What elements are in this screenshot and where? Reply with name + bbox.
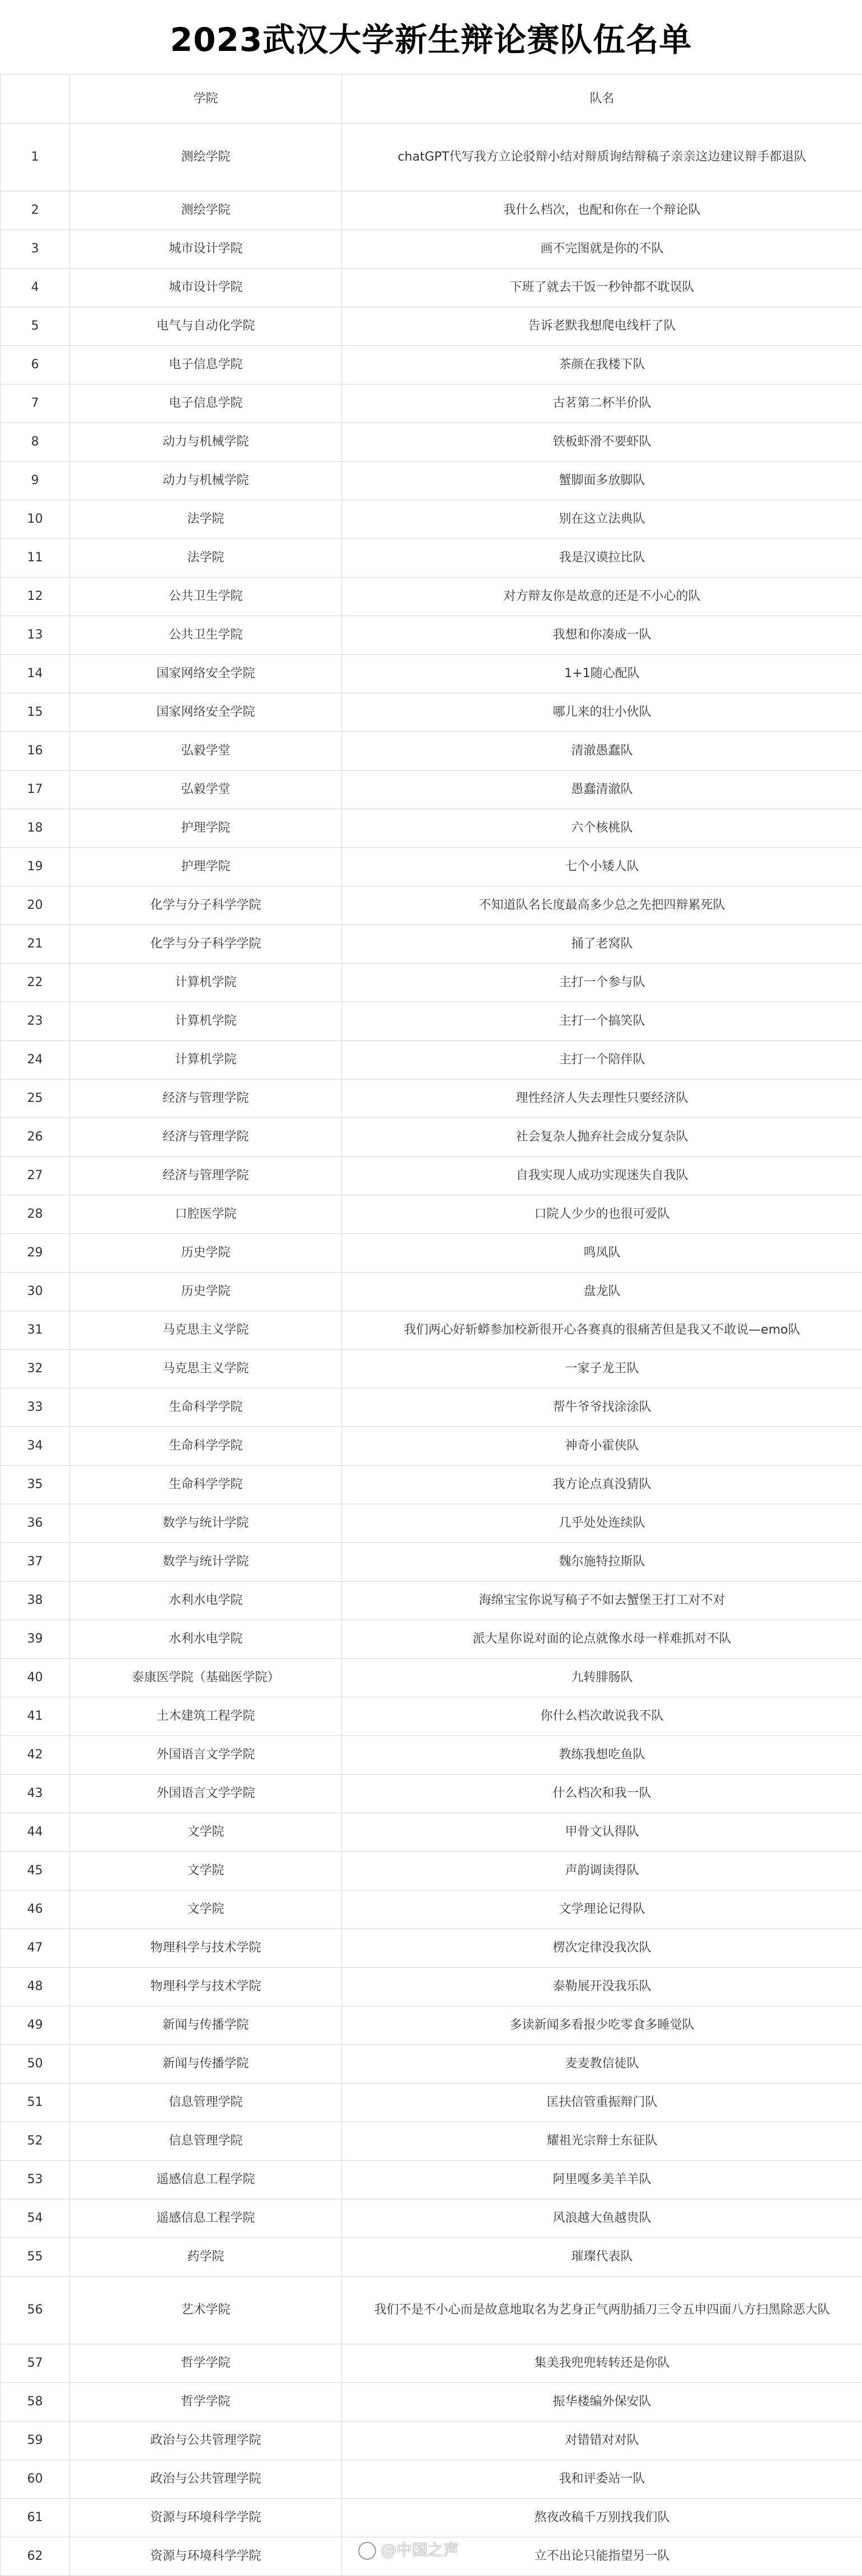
table-row: [1, 1582, 862, 1620]
table-row: [1, 2161, 862, 2199]
table-row: [1, 2344, 862, 2383]
team-name-cell: 别在这立法典队: [342, 500, 862, 539]
row-number-cell: 50: [1, 2045, 70, 2084]
team-name-cell: 理性经济人失去理性只要经济队: [342, 1080, 862, 1118]
team-name-cell: 哪儿来的壮小伙队: [342, 693, 862, 732]
row-number-cell: 35: [1, 1466, 70, 1504]
table-row: [1, 2460, 862, 2499]
college-cell: 外国语言文学学院: [70, 1775, 342, 1813]
watermark-text: @中国之声: [381, 2541, 459, 2559]
row-number-cell: 8: [1, 423, 70, 462]
team-name-cell: 主打一个搞笑队: [342, 1002, 862, 1041]
team-name-cell: 主打一个陪伴队: [342, 1041, 862, 1080]
table-row: [1, 1273, 862, 1311]
table-body: [1, 124, 862, 2576]
team-name-cell: 璀璨代表队: [342, 2238, 862, 2277]
team-name-cell: 海绵宝宝你说写稿子不如去蟹堡王打工对不对: [342, 1582, 862, 1620]
table-row: [1, 346, 862, 384]
row-number-cell: 28: [1, 1195, 70, 1234]
weibo-logo-icon: [358, 2542, 376, 2560]
college-cell: 药学院: [70, 2238, 342, 2277]
college-cell: 国家网络安全学院: [70, 655, 342, 693]
team-column-header: 队名: [342, 74, 862, 124]
row-number-cell: 47: [1, 1929, 70, 1968]
team-name-cell: 鸣凤队: [342, 1234, 862, 1273]
table-row: [1, 307, 862, 346]
row-number-cell: 46: [1, 1890, 70, 1929]
college-cell: 土木建筑工程学院: [70, 1697, 342, 1736]
college-cell: 资源与环境科学学院: [70, 2499, 342, 2537]
table-row: [1, 1736, 862, 1775]
team-name-cell: 熬夜改稿千万别找我们队: [342, 2499, 862, 2537]
table-row: [1, 500, 862, 539]
row-number-cell: 34: [1, 1427, 70, 1466]
team-name-cell: 愚蠢清澈队: [342, 771, 862, 809]
row-number-cell: 54: [1, 2199, 70, 2238]
table-row: [1, 1427, 862, 1466]
team-name-cell: 立不出论只能指望另一队: [342, 2537, 862, 2576]
row-number-cell: 26: [1, 1118, 70, 1157]
row-number-cell: 16: [1, 732, 70, 771]
college-cell: 生命科学学院: [70, 1388, 342, 1427]
table-row: [1, 1080, 862, 1118]
college-cell: 水利水电学院: [70, 1620, 342, 1659]
row-number-cell: 44: [1, 1813, 70, 1852]
row-number-cell: 2: [1, 191, 70, 230]
row-number-cell: 52: [1, 2122, 70, 2161]
team-name-cell: 我方论点真没猜队: [342, 1466, 862, 1504]
team-name-cell: 口院人少少的也很可爱队: [342, 1195, 862, 1234]
team-name-cell: 耀祖光宗辩士东征队: [342, 2122, 862, 2161]
college-cell: 政治与公共管理学院: [70, 2460, 342, 2499]
table-row: [1, 1350, 862, 1388]
team-name-cell: 六个核桃队: [342, 809, 862, 848]
college-cell: 经济与管理学院: [70, 1157, 342, 1195]
row-number-cell: 60: [1, 2460, 70, 2499]
college-cell: 电气与自动化学院: [70, 307, 342, 346]
college-cell: 泰康医学院（基础医学院）: [70, 1659, 342, 1697]
college-cell: 电子信息学院: [70, 346, 342, 384]
row-number-cell: 45: [1, 1852, 70, 1890]
table-header-row: [1, 74, 862, 124]
team-name-cell: 主打一个参与队: [342, 964, 862, 1002]
team-name-cell: 匡扶信管重振辩门队: [342, 2084, 862, 2122]
team-name-cell: 教练我想吃鱼队: [342, 1736, 862, 1775]
team-name-cell: 茶颜在我楼下队: [342, 346, 862, 384]
table-row: [1, 2122, 862, 2161]
team-name-cell: 多读新闻多看报少吃零食多睡觉队: [342, 2006, 862, 2045]
row-number-cell: 14: [1, 655, 70, 693]
row-number-cell: 24: [1, 1041, 70, 1080]
table-row: [1, 1852, 862, 1890]
row-number-cell: 17: [1, 771, 70, 809]
table-row: [1, 2045, 862, 2084]
row-number-cell: 10: [1, 500, 70, 539]
table-row: [1, 732, 862, 771]
row-number-cell: 31: [1, 1311, 70, 1350]
table-row: [1, 1002, 862, 1041]
team-name-cell: 神奇小霍侠队: [342, 1427, 862, 1466]
team-name-cell: 集美我兜兜转转还是你队: [342, 2344, 862, 2383]
team-roster-table: [0, 74, 862, 2576]
team-name-cell: 自我实现人成功实现迷失自我队: [342, 1157, 862, 1195]
row-number-cell: 53: [1, 2161, 70, 2199]
college-cell: 艺术学院: [70, 2277, 342, 2344]
table-row: [1, 809, 862, 848]
table-row: [1, 1813, 862, 1852]
team-name-cell: 泰勒展开没我乐队: [342, 1968, 862, 2006]
table-row: [1, 1118, 862, 1157]
college-cell: 文学院: [70, 1890, 342, 1929]
table-row: [1, 655, 862, 693]
table-row: [1, 191, 862, 230]
table-row: [1, 2238, 862, 2277]
table-row: [1, 1311, 862, 1350]
table-row: [1, 578, 862, 616]
team-name-cell: 下班了就去干饭一秒钟都不耽误队: [342, 269, 862, 307]
table-row: [1, 2499, 862, 2537]
team-name-cell: 盘龙队: [342, 1273, 862, 1311]
college-cell: 法学院: [70, 539, 342, 578]
college-cell: 电子信息学院: [70, 384, 342, 423]
row-number-cell: 21: [1, 925, 70, 964]
table-row: [1, 693, 862, 732]
row-number-cell: 13: [1, 616, 70, 655]
table-row: [1, 1388, 862, 1427]
team-name-cell: 我和评委站一队: [342, 2460, 862, 2499]
college-cell: 测绘学院: [70, 191, 342, 230]
college-cell: 马克思主义学院: [70, 1350, 342, 1388]
team-name-cell: 阿里嘎多美羊羊队: [342, 2161, 862, 2199]
table-row: [1, 1890, 862, 1929]
row-number-cell: 27: [1, 1157, 70, 1195]
table-row: [1, 1775, 862, 1813]
team-name-cell: 我想和你凑成一队: [342, 616, 862, 655]
row-number-cell: 11: [1, 539, 70, 578]
team-name-cell: 铁板虾滑不要虾队: [342, 423, 862, 462]
table-row: [1, 616, 862, 655]
table-row: [1, 1041, 862, 1080]
table-row: [1, 1157, 862, 1195]
team-name-cell: 声韵调读得队: [342, 1852, 862, 1890]
college-cell: 历史学院: [70, 1273, 342, 1311]
table-row: [1, 1504, 862, 1543]
college-cell: 遥感信息工程学院: [70, 2199, 342, 2238]
row-number-cell: 18: [1, 809, 70, 848]
row-number-cell: 22: [1, 964, 70, 1002]
table-row: [1, 423, 862, 462]
row-number-cell: 49: [1, 2006, 70, 2045]
team-name-cell: 振华楼编外保安队: [342, 2383, 862, 2422]
table-row: [1, 1697, 862, 1736]
table-row: [1, 2199, 862, 2238]
index-column-header: [1, 74, 70, 124]
college-cell: 公共卫生学院: [70, 616, 342, 655]
team-name-cell: 告诉老默我想爬电线杆了队: [342, 307, 862, 346]
college-cell: 化学与分子科学学院: [70, 886, 342, 925]
team-name-cell: 一家子龙王队: [342, 1350, 862, 1388]
college-cell: 动力与机械学院: [70, 462, 342, 500]
row-number-cell: 58: [1, 2383, 70, 2422]
college-cell: 资源与环境科学学院: [70, 2537, 342, 2576]
team-name-cell: 帮牛爷爷找涂涂队: [342, 1388, 862, 1427]
team-name-cell: 你什么档次敢说我不队: [342, 1697, 862, 1736]
team-name-cell: 派大星你说对面的论点就像水母一样难抓对不队: [342, 1620, 862, 1659]
college-cell: 水利水电学院: [70, 1582, 342, 1620]
college-cell: 公共卫生学院: [70, 578, 342, 616]
row-number-cell: 48: [1, 1968, 70, 2006]
college-cell: 计算机学院: [70, 1002, 342, 1041]
college-cell: 生命科学学院: [70, 1427, 342, 1466]
team-name-cell: 对错错对对队: [342, 2422, 862, 2460]
college-cell: 城市设计学院: [70, 269, 342, 307]
row-number-cell: 32: [1, 1350, 70, 1388]
team-name-cell: 我们两心好斩蟒参加校新很开心各赛真的很痛苦但是我又不敢说—emo队: [342, 1311, 862, 1350]
team-name-cell: 清澈愚蠢队: [342, 732, 862, 771]
college-cell: 物理科学与技术学院: [70, 1929, 342, 1968]
row-number-cell: 55: [1, 2238, 70, 2277]
watermark: [358, 2538, 459, 2560]
team-name-cell: 古茗第二杯半价队: [342, 384, 862, 423]
row-number-cell: 43: [1, 1775, 70, 1813]
team-name-cell: 风浪越大鱼越贵队: [342, 2199, 862, 2238]
college-cell: 数学与统计学院: [70, 1543, 342, 1582]
row-number-cell: 57: [1, 2344, 70, 2383]
college-cell: 弘毅学堂: [70, 771, 342, 809]
team-name-cell: 楞次定律没我次队: [342, 1929, 862, 1968]
team-name-cell: 甲骨文认得队: [342, 1813, 862, 1852]
college-cell: 哲学学院: [70, 2344, 342, 2383]
table-row: [1, 2383, 862, 2422]
college-cell: 测绘学院: [70, 124, 342, 191]
college-cell: 经济与管理学院: [70, 1080, 342, 1118]
college-cell: 数学与统计学院: [70, 1504, 342, 1543]
row-number-cell: 41: [1, 1697, 70, 1736]
team-name-cell: 文学理论记得队: [342, 1890, 862, 1929]
college-cell: 法学院: [70, 500, 342, 539]
table-row: [1, 230, 862, 269]
table-row: [1, 2084, 862, 2122]
college-cell: 弘毅学堂: [70, 732, 342, 771]
table-row: [1, 771, 862, 809]
table-row: [1, 462, 862, 500]
team-name-cell: 捅了老窝队: [342, 925, 862, 964]
table-row: [1, 539, 862, 578]
college-cell: 新闻与传播学院: [70, 2045, 342, 2084]
table-row: [1, 384, 862, 423]
college-cell: 历史学院: [70, 1234, 342, 1273]
team-name-cell: 画不完图就是你的不队: [342, 230, 862, 269]
table-row: [1, 269, 862, 307]
team-name-cell: 魏尔施特拉斯队: [342, 1543, 862, 1582]
college-cell: 哲学学院: [70, 2383, 342, 2422]
row-number-cell: 4: [1, 269, 70, 307]
team-name-cell: 蟹脚面多放脚队: [342, 462, 862, 500]
row-number-cell: 12: [1, 578, 70, 616]
team-name-cell: 不知道队名长度最高多少总之先把四辩累死队: [342, 886, 862, 925]
table-row: [1, 886, 862, 925]
team-name-cell: 1+1随心配队: [342, 655, 862, 693]
row-number-cell: 37: [1, 1543, 70, 1582]
row-number-cell: 29: [1, 1234, 70, 1273]
team-name-cell: 几乎处处连续队: [342, 1504, 862, 1543]
table-row: [1, 1543, 862, 1582]
table-row: [1, 1929, 862, 1968]
row-number-cell: 42: [1, 1736, 70, 1775]
table-row: [1, 1968, 862, 2006]
table-row: [1, 925, 862, 964]
row-number-cell: 7: [1, 384, 70, 423]
team-name-cell: 社会复杂人抛弃社会成分复杂队: [342, 1118, 862, 1157]
college-cell: 遥感信息工程学院: [70, 2161, 342, 2199]
page-title: 2023武汉大学新生辩论赛队伍名单: [0, 0, 862, 74]
college-cell: 政治与公共管理学院: [70, 2422, 342, 2460]
row-number-cell: 15: [1, 693, 70, 732]
college-cell: 外国语言文学学院: [70, 1736, 342, 1775]
table-row: [1, 2422, 862, 2460]
college-cell: 计算机学院: [70, 1041, 342, 1080]
college-column-header: 学院: [70, 74, 342, 124]
table-row: [1, 1234, 862, 1273]
row-number-cell: 39: [1, 1620, 70, 1659]
table-row: [1, 964, 862, 1002]
row-number-cell: 1: [1, 124, 70, 191]
row-number-cell: 51: [1, 2084, 70, 2122]
team-name-cell: 九转腓肠队: [342, 1659, 862, 1697]
team-name-cell: 我是汉谟拉比队: [342, 539, 862, 578]
row-number-cell: 9: [1, 462, 70, 500]
row-number-cell: 36: [1, 1504, 70, 1543]
table-row: [1, 1195, 862, 1234]
college-cell: 马克思主义学院: [70, 1311, 342, 1350]
college-cell: 护理学院: [70, 809, 342, 848]
row-number-cell: 38: [1, 1582, 70, 1620]
college-cell: 文学院: [70, 1852, 342, 1890]
college-cell: 文学院: [70, 1813, 342, 1852]
team-name-cell: 对方辩友你是故意的还是不小心的队: [342, 578, 862, 616]
row-number-cell: 25: [1, 1080, 70, 1118]
team-name-cell: 我什么档次，也配和你在一个辩论队: [342, 191, 862, 230]
team-name-cell: 麦麦教信徒队: [342, 2045, 862, 2084]
table-row: [1, 1466, 862, 1504]
college-cell: 经济与管理学院: [70, 1118, 342, 1157]
college-cell: 护理学院: [70, 848, 342, 886]
college-cell: 口腔医学院: [70, 1195, 342, 1234]
table-row: [1, 1659, 862, 1697]
college-cell: 生命科学学院: [70, 1466, 342, 1504]
row-number-cell: 61: [1, 2499, 70, 2537]
college-cell: 信息管理学院: [70, 2122, 342, 2161]
row-number-cell: 40: [1, 1659, 70, 1697]
row-number-cell: 3: [1, 230, 70, 269]
table-row: [1, 124, 862, 191]
team-name-cell: 七个小矮人队: [342, 848, 862, 886]
row-number-cell: 5: [1, 307, 70, 346]
row-number-cell: 23: [1, 1002, 70, 1041]
college-cell: 动力与机械学院: [70, 423, 342, 462]
row-number-cell: 19: [1, 848, 70, 886]
table-row: [1, 848, 862, 886]
team-name-cell: 我们不是不小心而是故意地取名为艺身正气两肋插刀三令五申四面八方扫黑除恶大队: [342, 2277, 862, 2344]
row-number-cell: 33: [1, 1388, 70, 1427]
college-cell: 化学与分子科学学院: [70, 925, 342, 964]
row-number-cell: 30: [1, 1273, 70, 1311]
team-name-cell: 什么档次和我一队: [342, 1775, 862, 1813]
table-row: [1, 1620, 862, 1659]
table-row: [1, 2006, 862, 2045]
team-name-cell: chatGPT代写我方立论驳辩小结对辩质询结辩稿子亲亲这边建议辩手都退队: [342, 124, 862, 191]
college-cell: 计算机学院: [70, 964, 342, 1002]
row-number-cell: 20: [1, 886, 70, 925]
row-number-cell: 56: [1, 2277, 70, 2344]
college-cell: 新闻与传播学院: [70, 2006, 342, 2045]
row-number-cell: 6: [1, 346, 70, 384]
row-number-cell: 62: [1, 2537, 70, 2576]
row-number-cell: 59: [1, 2422, 70, 2460]
college-cell: 国家网络安全学院: [70, 693, 342, 732]
college-cell: 信息管理学院: [70, 2084, 342, 2122]
college-cell: 物理科学与技术学院: [70, 1968, 342, 2006]
table-row: [1, 2277, 862, 2344]
college-cell: 城市设计学院: [70, 230, 342, 269]
